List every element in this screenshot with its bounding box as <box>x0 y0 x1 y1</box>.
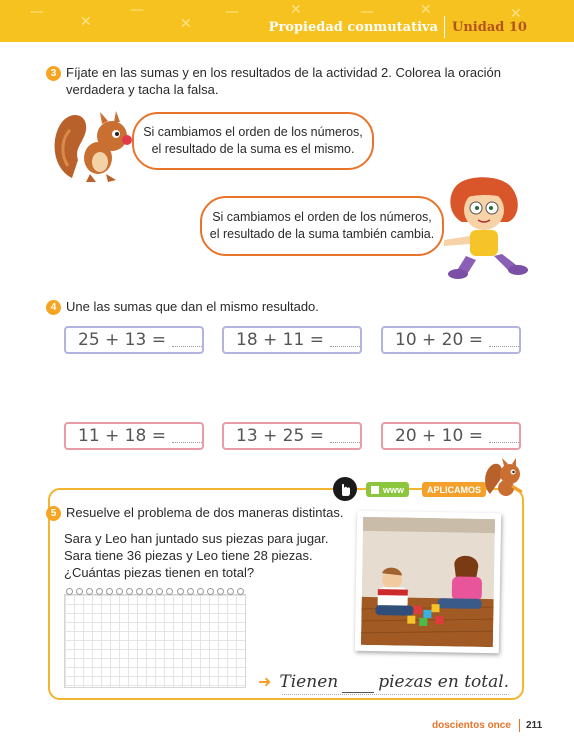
sum-box[interactable] <box>222 326 362 354</box>
squirrel-illustration <box>50 108 134 184</box>
bubble-line: Si cambiamos el orden de los números, <box>212 210 432 224</box>
answer-prefix: Tienen <box>279 672 339 692</box>
statement-bubble-false[interactable] <box>200 196 444 256</box>
answer-blank[interactable] <box>330 429 360 443</box>
answer-blank[interactable] <box>172 429 202 443</box>
sum-expression: 13 + 25 = <box>236 426 324 446</box>
bubble-line: el resultado de la suma es el mismo. <box>151 142 355 156</box>
answer-blank[interactable] <box>489 333 519 347</box>
hand-pointer-icon[interactable] <box>332 476 358 502</box>
activity-number-badge: 5 <box>46 506 61 521</box>
sum-box[interactable] <box>381 326 521 354</box>
work-grid[interactable] <box>64 594 246 688</box>
sum-box[interactable] <box>222 422 362 450</box>
activity-number-badge: 4 <box>46 300 61 315</box>
answer-blank[interactable] <box>330 333 360 347</box>
aplicamos-tag <box>422 482 486 497</box>
sum-expression: 11 + 18 = <box>78 426 166 446</box>
sum-box[interactable] <box>64 422 204 450</box>
notepad-rings <box>66 588 244 598</box>
problem-line: Sara tiene 36 piezas y Leo tiene 28 piezas. <box>64 548 313 563</box>
decor-doodle: ✕ <box>510 6 522 22</box>
www-label: www <box>383 484 405 495</box>
decor-doodle: ✕ <box>290 2 302 18</box>
children-playing-photo <box>355 511 501 653</box>
decor-doodle: — <box>360 4 374 20</box>
squirrel-mascot-icon <box>482 458 524 498</box>
photo-image <box>361 517 495 647</box>
aplicamos-label: APLICAMOS <box>427 484 481 495</box>
answer-blank[interactable] <box>172 333 202 347</box>
activity-3-instruction: Fíjate en las sumas y en los resultados de la actividad 2. Colorea la oración verdadera y tacha la falsa. <box>66 65 502 97</box>
www-tag[interactable] <box>366 482 409 497</box>
handwriting-guide-line <box>282 694 509 695</box>
sum-box[interactable] <box>64 326 204 354</box>
activity-5-instruction: Resuelve el problema de dos maneras distintas. <box>66 505 344 520</box>
page-header <box>0 0 574 42</box>
sum-expression: 18 + 11 = <box>236 330 324 350</box>
section-title: Propiedad conmutativa <box>268 20 438 35</box>
page-number: 211 <box>526 720 543 731</box>
sum-box[interactable] <box>381 422 521 450</box>
sum-expression: 10 + 20 = <box>395 330 483 350</box>
problem-line: Sara y Leo han juntado sus piezas para jugar. <box>64 531 329 546</box>
decor-doodle: — <box>225 4 239 20</box>
girl-illustration <box>436 176 532 280</box>
bubble-line: el resultado de la suma también cambia. <box>209 227 435 241</box>
unit-label: Unidad 10 <box>452 20 527 35</box>
header-divider <box>444 16 445 38</box>
footer-divider <box>519 719 520 732</box>
activity-number-badge: 3 <box>46 66 61 81</box>
decor-doodle: ✕ <box>80 14 92 30</box>
decor-doodle: ✕ <box>180 16 192 32</box>
activity-4-instruction: Une las sumas que dan el mismo resultado. <box>66 299 319 314</box>
answer-blank[interactable] <box>489 429 519 443</box>
decor-doodle: — <box>30 4 44 20</box>
problem-line: ¿Cuántas piezas tienen en total? <box>64 565 255 580</box>
sum-expression: 20 + 10 = <box>395 426 483 446</box>
bubble-line: Si cambiamos el orden de los números, <box>143 125 363 139</box>
page-number-words: doscientos once <box>432 720 511 731</box>
link-square-icon <box>371 486 379 494</box>
answer-suffix: piezas en total. <box>378 672 510 692</box>
sum-expression: 25 + 13 = <box>78 330 166 350</box>
statement-bubble-true[interactable] <box>132 112 374 170</box>
answer-blank[interactable] <box>342 672 374 693</box>
arrow-right-icon: ➜ <box>258 672 272 691</box>
decor-doodle: ✕ <box>420 2 432 18</box>
answer-sentence <box>258 672 509 693</box>
decor-doodle: — <box>130 2 144 18</box>
